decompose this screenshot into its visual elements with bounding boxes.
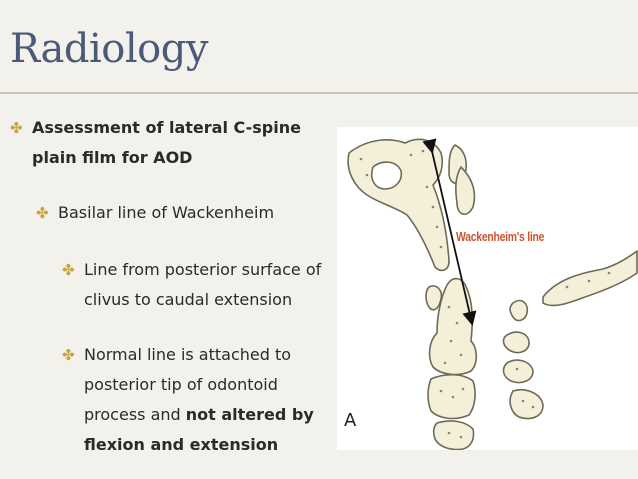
bullet-cross-icon: ✤ (62, 346, 75, 364)
bullet-text (84, 340, 342, 460)
c4-body (434, 421, 474, 450)
bullet-text: Line from posterior surface of clivus to caudal extension (84, 260, 322, 309)
c3-body (428, 375, 475, 419)
bullet-level1 (10, 113, 310, 173)
bullet-text: Assessment of lateral C-spine plain film for AOD (32, 118, 301, 167)
bullet-text-bold: not altered by flexion and extension (84, 405, 314, 454)
bullet-level2 (36, 198, 336, 228)
figure-panel-label: A (344, 410, 357, 431)
cspine-diagram (337, 127, 638, 450)
c1-posterior-arch (543, 251, 637, 305)
bullet-cross-icon: ✤ (10, 119, 23, 137)
bullet-cross-icon: ✤ (36, 204, 49, 222)
atlas-anterior-arch (426, 286, 441, 310)
bullet-level3-normal-line (62, 340, 342, 460)
c4-posterior (504, 360, 533, 382)
c3-posterior (504, 332, 529, 352)
bullet-text-normal: Normal line is attached to posterior tip of odontoid process and (84, 345, 292, 424)
bullet-cross-icon: ✤ (62, 261, 75, 279)
c2-spinous-process (510, 301, 527, 321)
c5-posterior (510, 390, 543, 419)
bullet-level3 (62, 255, 342, 315)
cspine-diagram-svg (337, 127, 638, 450)
bullet-text: Basilar line of Wackenheim (58, 203, 275, 222)
wackenheim-line-label: Wackenheim's line (456, 229, 545, 244)
slide-title: Radiology (10, 26, 208, 72)
skull-inner-cavity (372, 162, 402, 189)
lower-occiput (456, 167, 475, 214)
title-divider (0, 92, 638, 94)
